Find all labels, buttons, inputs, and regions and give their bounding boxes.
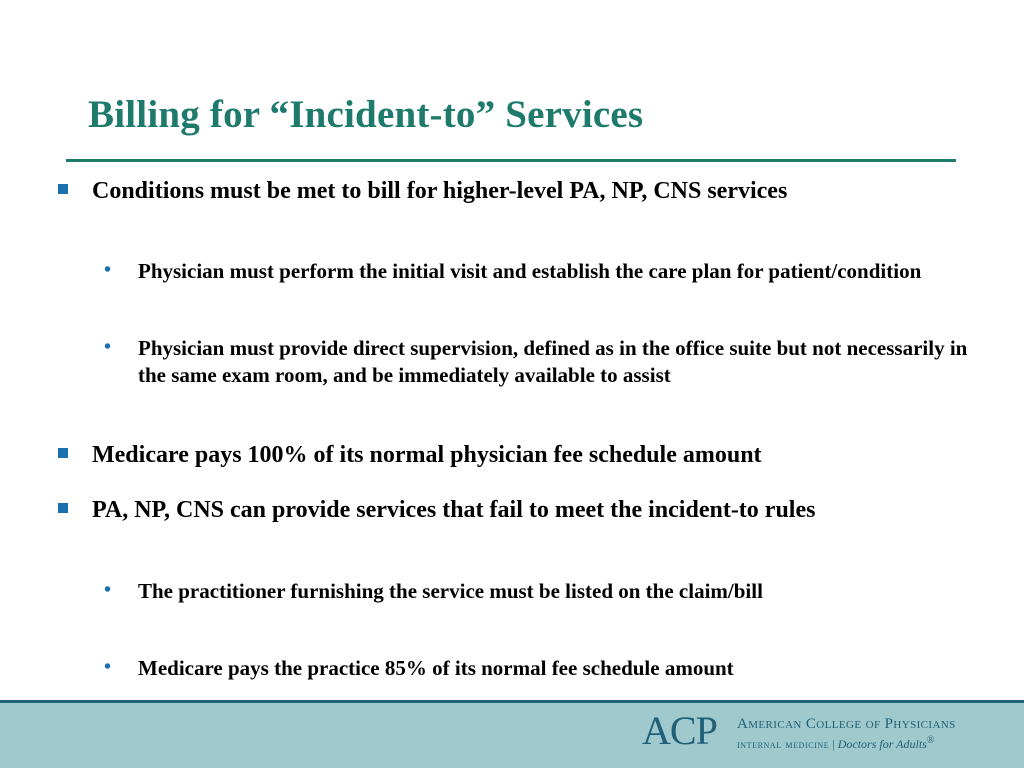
- square-bullet-icon: [58, 184, 68, 194]
- bullet-item: [92, 176, 982, 206]
- bullet-text: Conditions must be met to bill for higher-level PA, NP, CNS services: [92, 178, 788, 204]
- title-divider: [66, 159, 956, 162]
- square-bullet-icon: [58, 503, 68, 513]
- logo-tagline: [737, 735, 934, 752]
- bullet-item: [92, 495, 982, 525]
- dot-bullet-icon: •: [104, 259, 112, 281]
- logo-organization-name: American College of Physicians: [737, 716, 956, 732]
- sub-bullet-text: Physician must perform the initial visit and establish the care plan for patient/condition: [138, 259, 922, 283]
- sub-bullet-text: The practitioner furnishing the service must be listed on the claim/bill: [138, 579, 763, 603]
- sub-bullet-item: [104, 655, 988, 682]
- sub-bullet-item: [104, 578, 988, 605]
- sub-bullet-item: [104, 335, 988, 389]
- sub-bullet-text: Medicare pays the practice 85% of its normal fee schedule amount: [138, 656, 734, 680]
- logo-tagline-part1: internal medicine: [737, 737, 830, 751]
- dot-bullet-icon: •: [104, 656, 112, 678]
- slide-title: Billing for “Incident-to” Services: [88, 93, 644, 136]
- sub-bullet-item: [104, 258, 988, 285]
- logo-mark: ACP: [642, 708, 717, 753]
- bullet-item: [92, 440, 982, 470]
- dot-bullet-icon: •: [104, 336, 112, 358]
- dot-bullet-icon: •: [104, 579, 112, 601]
- registered-mark: ®: [926, 735, 935, 746]
- sub-bullet-text: Physician must provide direct supervision, defined as in the office suite but not necessarily in the same exam room, and be immediately available to assist: [138, 336, 968, 387]
- logo-separator: |: [832, 737, 835, 751]
- footer-band: [0, 700, 1024, 768]
- logo-tagline-part2: Doctors for Adults: [837, 737, 927, 751]
- bullet-text: Medicare pays 100% of its normal physician fee schedule amount: [92, 442, 762, 468]
- square-bullet-icon: [58, 448, 68, 458]
- bullet-text: PA, NP, CNS can provide services that fail to meet the incident-to rules: [92, 497, 816, 523]
